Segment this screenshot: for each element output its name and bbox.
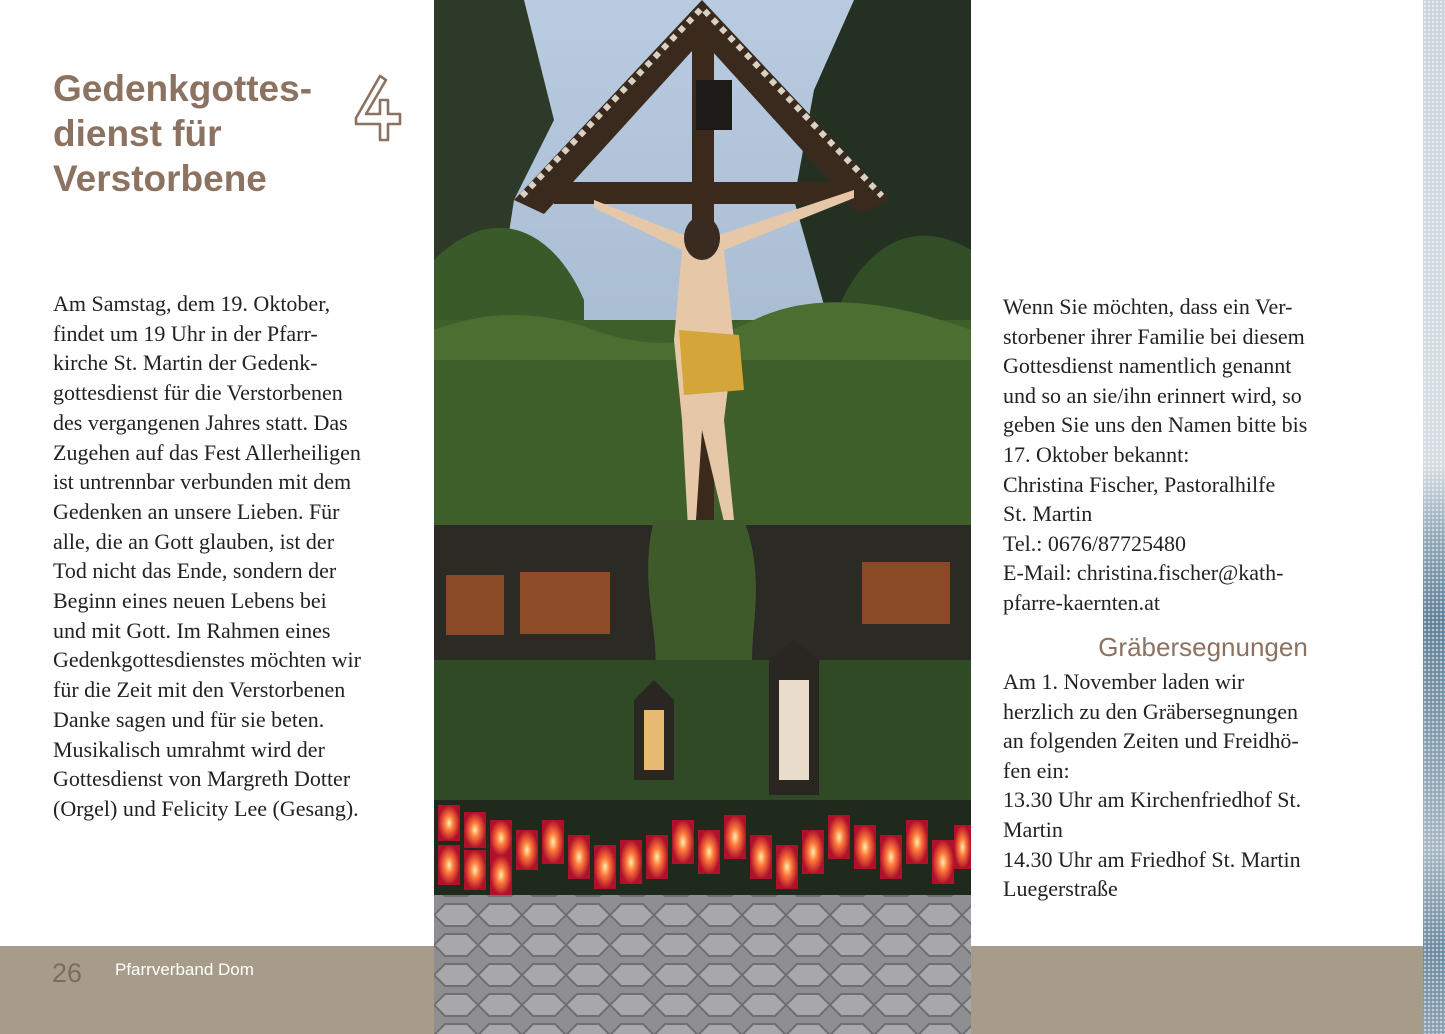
body-line: findet um 19 Uhr in der Pfarr- xyxy=(53,320,318,346)
contact-line: storbener ihrer Familie bei diesem xyxy=(1003,323,1305,349)
article-body xyxy=(53,289,405,824)
contact-line: Gottesdienst namentlich genannt xyxy=(1003,353,1292,379)
contact-phone: Tel.: 0676/87725480 xyxy=(1003,530,1187,556)
blessing-line: 13.30 Uhr am Kirchenfriedhof St. xyxy=(1003,787,1302,813)
blessing-line: Am 1. November laden wir xyxy=(1003,669,1245,694)
contact-email: pfarre-kaernten.at xyxy=(1003,589,1160,615)
adjacent-page-edge xyxy=(1423,0,1445,1034)
body-line: alle, die an Gott glauben, ist der xyxy=(53,528,335,554)
crucifix-photo xyxy=(434,0,971,1034)
body-line: Zugehen auf das Fest Allerheiligen xyxy=(53,439,361,465)
blessing-line: Luegerstraße xyxy=(1003,876,1118,902)
body-line: des vergangenen Jahres statt. Das xyxy=(53,409,348,435)
contact-line: Christina Fischer, Pastoralhilfe xyxy=(1003,471,1276,497)
body-line: gottesdienst für die Verstorbenen xyxy=(53,380,343,406)
page-number: 26 xyxy=(52,958,83,988)
number-4-outline-icon xyxy=(350,70,406,144)
body-line: Beginn eines neuen Lebens bei xyxy=(53,588,327,614)
contact-paragraph xyxy=(1003,292,1353,618)
publication-name: Pfarrverband Dom xyxy=(115,960,254,979)
body-line: (Orgel) und Felicity Lee (Gesang). xyxy=(53,795,359,821)
section-subheading: Gräbersegnungen xyxy=(1098,632,1308,662)
contact-line: und so an sie/ihn erinnert wird, so xyxy=(1003,382,1302,408)
title-line: Verstorbene xyxy=(53,158,267,199)
body-line: für die Zeit mit den Verstorbenen xyxy=(53,677,346,703)
contact-line: Wenn Sie möchten, dass ein Ver- xyxy=(1003,294,1293,319)
blessing-paragraph xyxy=(1003,667,1363,904)
body-line: Danke sagen und für sie beten. xyxy=(53,706,325,732)
body-line: Am Samstag, dem 19. Oktober, xyxy=(53,291,331,316)
blessing-line: an folgenden Zeiten und Freidhö- xyxy=(1003,728,1299,754)
contact-email: E-Mail: christina.fischer@kath- xyxy=(1003,560,1284,586)
article-title xyxy=(53,66,353,201)
contact-line: geben Sie uns den Namen bitte bis xyxy=(1003,412,1308,438)
body-line: Gedenkgottesdienstes möchten wir xyxy=(53,647,361,673)
body-line: Tod nicht das Ende, sondern der xyxy=(53,558,337,584)
contact-line: 17. Oktober bekannt: xyxy=(1003,441,1190,467)
body-line: ist untrennbar verbunden mit dem xyxy=(53,469,352,495)
body-line: Gottesdienst von Margreth Dotter xyxy=(53,766,351,792)
blessing-line: Martin xyxy=(1003,816,1063,842)
blessing-line: herzlich zu den Gräbersegnungen xyxy=(1003,698,1299,724)
body-line: Gedenken an unsere Lieben. Für xyxy=(53,498,340,524)
title-line: dienst für xyxy=(53,113,222,154)
title-line: Gedenkgottes- xyxy=(53,68,313,109)
blessing-line: 14.30 Uhr am Friedhof St. Martin xyxy=(1003,846,1301,872)
body-line: Musikalisch umrahmt wird der xyxy=(53,736,325,762)
body-line: und mit Gott. Im Rahmen eines xyxy=(53,617,331,643)
contact-line: St. Martin xyxy=(1003,501,1093,527)
body-line: kirche St. Martin der Gedenk- xyxy=(53,350,318,376)
blessing-line: fen ein: xyxy=(1003,757,1070,783)
